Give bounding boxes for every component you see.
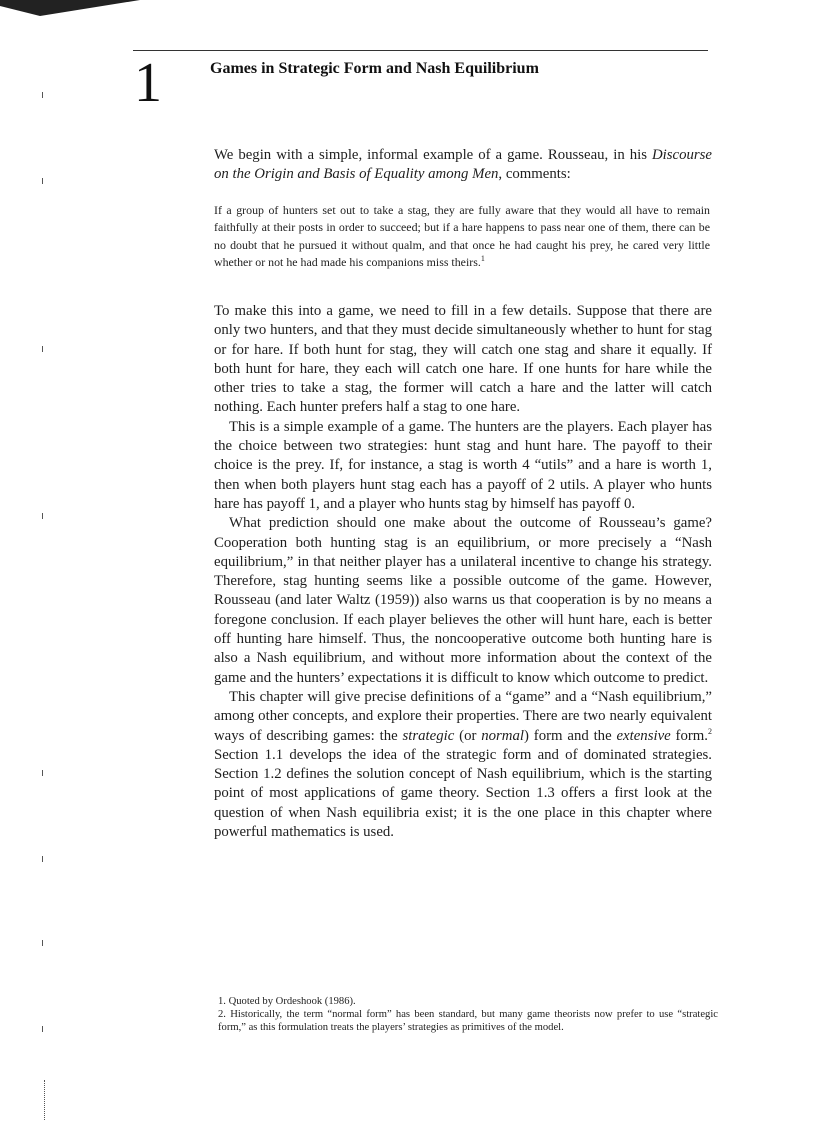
paragraph-4 [214,688,712,842]
margin-dots [44,1080,46,1120]
margin-mark [42,178,43,184]
paragraph-1: To make this into a game, we need to fill in a few details. Suppose that there are only two hunters, and that they must decide simultaneously whether to hunt for stag or for hare. If both hunt for stag, they will catch one stag and share it equally. If both hunt for hare, they each will catch one hare. If one hunts for hare while the other tries to take a stag, the former will catch a hare and the latter will catch nothing. Each hunter prefers half a stag to one hare. [214,303,712,416]
scan-shadow [0,0,140,18]
margin-mark [42,940,43,946]
block-quote [214,202,710,272]
p4-text-e: Section 1.1 develops the idea of the strategic form and of dominated strategies. Section 1.2 defines the solution concept of Nash equilibrium, which is the starting point of most applications of game theory. Section 1.3 offers a first look at the question of when Nash equilibria exist; it is the one place in this chapter where powerful mathematics is used. [214,746,712,841]
margin-mark [42,770,43,776]
p4-text-a: This chapter will give precise definitions of a “game” and a “Nash equilibrium,” among other concepts, and explore their properties. There are two nearly equivalent ways of describing games: the [214,688,712,744]
footnotes [218,996,718,1034]
intro-paragraph [214,146,712,185]
footnote-mark-1: 1 [480,254,485,264]
work-title: Discourse on the Origin and Basis of Equality among Men [214,147,712,183]
p4-text-b: (or [454,727,482,744]
footnote-1: 1. Quoted by Ordeshook (1986). [218,996,356,1007]
chapter-title: Games in Strategic Form and Nash Equilibrium [210,60,539,77]
p4-text-d: form. [670,727,708,744]
margin-mark [42,346,43,352]
margin-mark [42,92,43,98]
paragraph-3: What prediction should one make about the outcome of Rousseau’s game? Cooperation both hunting stag is an equilibrium, or more precisely a “Nash equilibrium,” in that neither player has a unilateral incentive to change his strategy. Therefore, stag hunting seems like a possible outcome of the game. However, Rousseau (and later Waltz (1959)) also warns us that cooperation is by no means a foregone conclusion. If each player believes the other will hunt hare, each is better off hunting hare himself. Thus, the noncooperative outcome both hunting hare is also a Nash equilibrium, and without more information about the context of the game and the hunters’ expectations it is difficult to know which outcome to predict. [214,515,712,686]
footnote-mark-2: 2 [708,726,712,736]
margin-mark [42,856,43,862]
quote-text: If a group of hunters set out to take a stag, they are fully aware that they would all have to remain faithfully at their posts in order to succeed; but if a hare happens to pass near one of them, there can be no doubt that he pursued it without qualm, and that once he had caught his prey, he cared very little whether or not he had made his companions miss theirs. [214,203,710,270]
p4-term-normal: normal [481,727,525,744]
paragraph-2: This is a simple example of a game. The hunters are the players. Each player has the choice between two strategies: hunt stag and hunt hare. The payoff to their choice is the prey. If, for instance, a stag is worth 4 “utils” and a hare is worth 1, then when both players hunt stag each has a payoff of 2 utils. A player who hunts hare has payoff 1, and a player who hunts stag by himself has payoff 0. [214,418,712,512]
p4-term-extensive: extensive [616,727,671,744]
p4-term-strategic: strategic [402,727,455,744]
margin-mark [42,513,43,519]
top-rule [133,50,708,51]
intro-text: We begin with a simple, informal example of a game. Rousseau, in his [214,147,652,163]
intro-text-end: , comments: [498,166,571,183]
main-text [214,302,712,842]
footnote-2: 2. Historically, the term “normal form” has been standard, but many game theorists now prefer to use “strategic form,” as this formulation treats the players’ strategies as primitives of the model. [218,1008,718,1033]
margin-mark [42,1026,43,1032]
chapter-number: 1 [134,52,162,114]
p4-text-c: ) form and the [524,727,617,744]
